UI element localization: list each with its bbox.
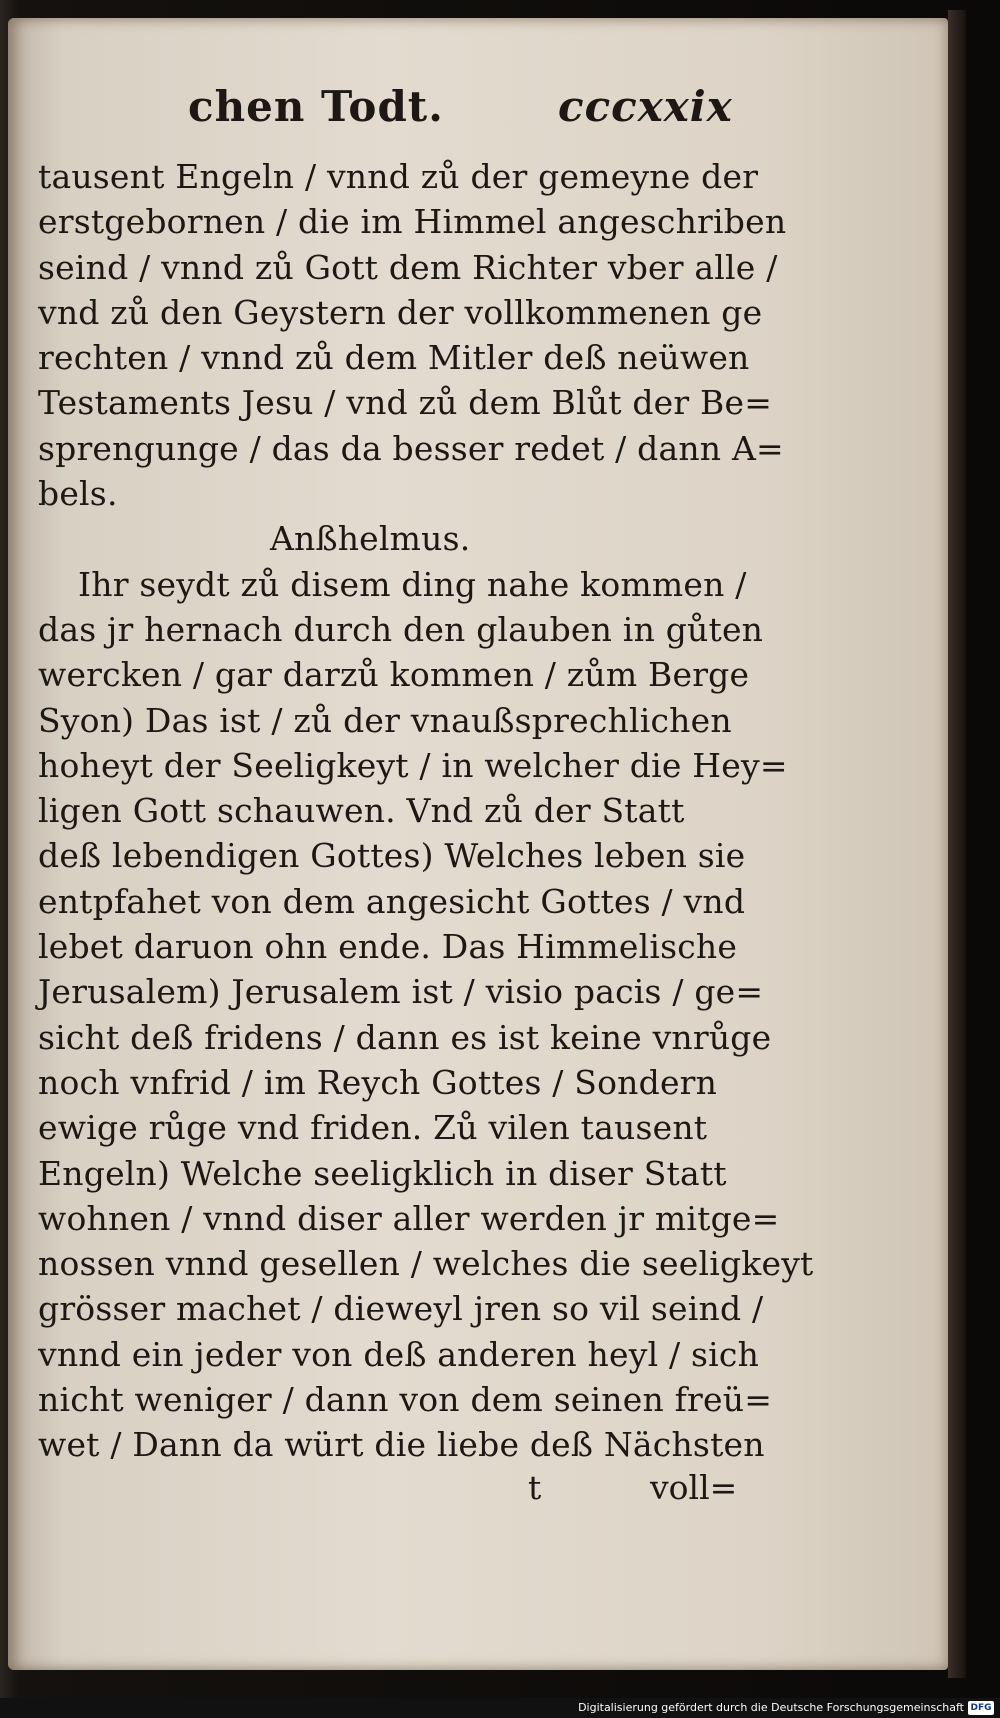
- signature-mark: t: [528, 1467, 542, 1507]
- section-heading: Anßhelmus.: [270, 519, 471, 559]
- dfg-logo-icon: DFG: [968, 1701, 994, 1715]
- text-line: Jerusalem) Jerusalem ist / visio pacis / ge=: [38, 972, 764, 1012]
- text-line: wercken / gar darzů kommen / zům Berge: [38, 655, 750, 695]
- text-line: ligen Gott schauwen. Vnd zů der Statt: [38, 791, 685, 831]
- text-line: sprengunge / das da besser redet / dann A=: [38, 428, 784, 468]
- text-line: Syon) Das ist / zů der vnaußsprechlichen: [38, 700, 732, 740]
- paragraph-1: [38, 154, 787, 516]
- funding-credit: Digitalisierung gefördert durch die Deutsche Forschungsgemeinschaft: [578, 1701, 964, 1714]
- text-line: seind / vnnd zů Gott dem Richter vber alle /: [38, 247, 778, 287]
- text-line: lebet daruon ohn ende. Das Himmelische: [38, 927, 738, 967]
- text-line: nossen vnnd gesellen / welches die seeligkeyt: [38, 1244, 814, 1284]
- text-line: wet / Dann da würt die liebe deß Nächsten: [38, 1425, 765, 1465]
- text-line: erstgebornen / die im Himmel angeschriben: [38, 202, 787, 242]
- text-line: vnd zů den Geystern der vollkommenen ge: [38, 292, 763, 332]
- text-line: ewige růge vnd friden. Zů vilen tausent: [38, 1108, 708, 1148]
- text-line: grösser machet / dieweyl jren so vil seind /: [38, 1289, 764, 1329]
- text-line: Ihr seydt zů disem ding nahe kommen /: [78, 564, 747, 604]
- folio-number: cccxxix: [558, 82, 733, 131]
- text-line: deß lebendigen Gottes) Welches leben sie: [38, 836, 746, 876]
- footer-bar: [0, 1698, 1000, 1718]
- text-line: entpfahet von dem angesicht Gottes / vnd: [38, 881, 746, 921]
- text-line: das jr hernach durch den glauben in gůten: [38, 609, 764, 649]
- book-binding-edge: [948, 10, 966, 1678]
- text-line: noch vnfrid / im Reych Gottes / Sondern: [38, 1062, 718, 1102]
- text-line: wohnen / vnnd diser aller werden jr mitge=: [38, 1198, 780, 1238]
- paragraph-2: [38, 562, 814, 1468]
- text-line: hoheyt der Seeligkeyt / in welcher die Hey=: [38, 745, 788, 785]
- text-line: sicht deß fridens / dann es ist keine vnrůge: [38, 1017, 772, 1057]
- catchword-line: [38, 1468, 738, 1513]
- text-line: vnnd ein jeder von deß anderen heyl / sich: [38, 1334, 760, 1374]
- page-text-block: [38, 82, 814, 1513]
- running-head-title: chen Todt.: [188, 82, 444, 131]
- text-line: Testaments Jesu / vnd zů dem Blůt der Be=: [38, 383, 773, 423]
- text-line: nicht weniger / dann von dem seinen freü=: [38, 1380, 773, 1420]
- text-line: tausent Engeln / vnnd zů der gemeyne der: [38, 157, 759, 196]
- catchword: voll=: [650, 1467, 738, 1507]
- running-head: [38, 82, 738, 154]
- text-line: bels.: [38, 474, 118, 514]
- text-line: rechten / vnnd zů dem Mitler deß neüwen: [38, 338, 750, 378]
- text-line: Engeln) Welche seeligklich in diser Statt: [38, 1153, 727, 1193]
